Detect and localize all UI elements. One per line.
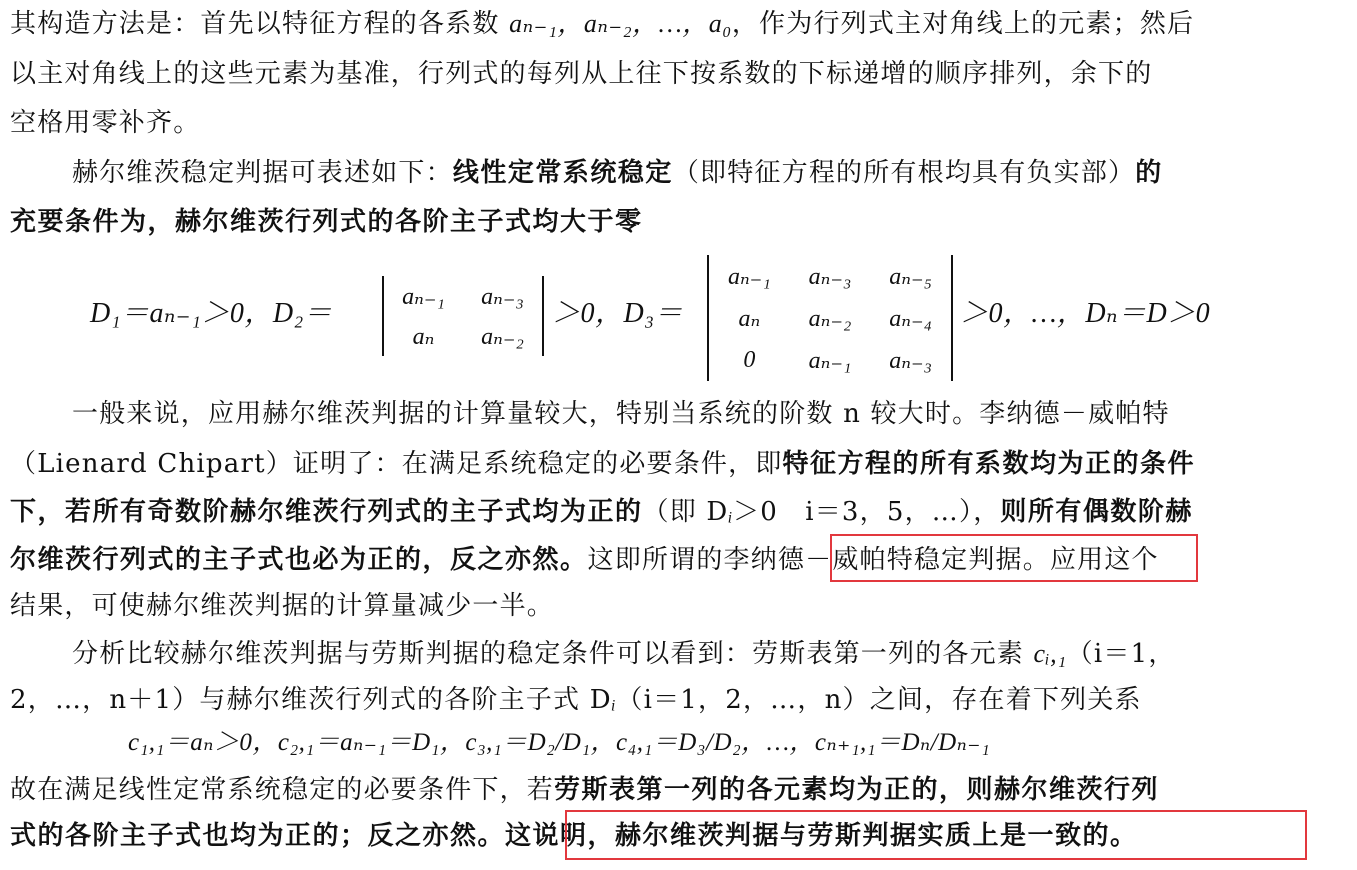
bold-text: 劳斯表第一列的各元素均为正的，则赫尔维茨行列 bbox=[554, 775, 1160, 805]
bold-text: 下，若所有奇数阶赫尔维茨行列式的主子式均为正的 bbox=[10, 497, 643, 527]
text-line-12 bbox=[10, 684, 1142, 716]
formula-d1-d2 bbox=[90, 298, 332, 330]
subscript: ᵢ bbox=[611, 685, 617, 714]
formula-text: ＞0，D₃＝ bbox=[552, 298, 683, 329]
text-segment: （Lienard Chipart）证明了：在满足系统稳定的必要条件，即 bbox=[10, 449, 783, 479]
bold-text: 式的各阶主子式也均为正的；反之亦然。 bbox=[10, 821, 506, 851]
criterion-name: 李纳德－威帕特稳定判据。 bbox=[723, 545, 1050, 575]
text-line-3 bbox=[10, 107, 200, 139]
text-segment: 应用这个 bbox=[1049, 545, 1159, 575]
subscript: ᵢ bbox=[728, 497, 734, 526]
matrix-entry: aₙ₋₅ bbox=[889, 263, 933, 290]
text-segment: 故在满足线性定常系统稳定的必要条件下，若 bbox=[10, 775, 555, 805]
matrix-entry: aₙ₋₁ bbox=[402, 283, 445, 310]
text-line-10 bbox=[10, 590, 554, 622]
matrix-entry: aₙ₋₂ bbox=[808, 305, 852, 332]
text-segment: 以主对角线上的这些元素为基准，行列式的每列从上往下按系数的下标递增的顺序排列，余下的 bbox=[10, 59, 1153, 89]
text-line-1 bbox=[10, 8, 1194, 40]
bold-text: 线性定常系统稳定 bbox=[452, 158, 673, 188]
text-segment: 结果，可使赫尔维茨判据的计算量减少一半。 bbox=[10, 591, 555, 621]
formula-text: D₁＝aₙ₋₁＞0，D₂＝ bbox=[90, 298, 333, 329]
formula-d3-label bbox=[552, 298, 683, 330]
text-segment: 一般来说，应用赫尔维茨判据的计算量较大，特别当系统的阶数 n 较大时。李纳德－威帕特 bbox=[72, 399, 1170, 429]
text-segment: 这即所谓的 bbox=[587, 545, 724, 575]
matrix-entry: aₙ₋₃ bbox=[889, 347, 933, 374]
text-segment: （即特征方程的所有根均具有负实部） bbox=[672, 158, 1136, 188]
text-line-2 bbox=[10, 58, 1152, 90]
matrix-entry: 0 bbox=[743, 346, 756, 373]
text-line-14 bbox=[10, 774, 1159, 806]
text-segment: （即 D bbox=[642, 497, 729, 527]
relation-formula: c₁,₁＝aₙ＞0，c₂,₁＝aₙ₋₁＝D₁，c₃,₁＝D₂/D₁，c₄,₁＝D₃/D₂，…，cₙ₊₁,₁＝Dₙ/Dₙ₋₁ bbox=[128, 729, 991, 756]
text-line-6 bbox=[72, 398, 1170, 430]
bold-text: 尔维茨行列式的主子式也必为正的，反之亦然。 bbox=[10, 545, 588, 575]
bold-text: 特征方程的所有系数均为正的条件 bbox=[782, 449, 1196, 479]
matrix-entry: aₙ₋₁ bbox=[808, 347, 852, 374]
matrix-entry: aₙ₋₄ bbox=[889, 305, 933, 332]
bold-text: 则所有偶数阶赫 bbox=[1000, 497, 1193, 527]
formula-text: ＞0，…，Dₙ＝D＞0 bbox=[960, 298, 1211, 329]
text-segment: ＞0 i＝3，5，…）， bbox=[733, 497, 1001, 527]
determinant-d2 bbox=[382, 276, 544, 356]
matrix-entry: aₙ₋₂ bbox=[481, 323, 524, 350]
text-segment: 分析比较赫尔维茨判据与劳斯判据的稳定条件可以看到：劳斯表第一列的各元素 bbox=[72, 639, 1034, 669]
text-segment: 其构造方法是：首先以特征方程的各系数 bbox=[10, 9, 510, 39]
relation-line bbox=[128, 726, 990, 759]
text-line-7 bbox=[10, 448, 1195, 480]
coefficient-list: aₙ₋₁，aₙ₋₂，…，a₀ bbox=[509, 9, 732, 38]
bold-text: 的 bbox=[1135, 158, 1163, 188]
matrix-entry: aₙ₋₁ bbox=[727, 263, 771, 290]
highlight-box-criterion bbox=[830, 534, 1198, 582]
bold-text: 充要条件为，赫尔维茨行列式的各阶主子式均大于零 bbox=[10, 207, 643, 237]
text-segment: （i＝1， bbox=[1066, 639, 1176, 669]
matrix-entry: aₙ₋₃ bbox=[481, 283, 524, 310]
formula-dn bbox=[960, 298, 1210, 330]
highlight-box-conclusion bbox=[565, 810, 1307, 860]
text-segment: 2，…，n＋1）与赫尔维茨行列式的各阶主子式 D bbox=[10, 685, 612, 715]
matrix-entry: aₙ bbox=[738, 305, 761, 332]
text-segment: ，作为行列式主对角线上的元素；然后 bbox=[731, 9, 1195, 39]
determinant-d3 bbox=[707, 255, 953, 381]
routh-element: cᵢ,₁ bbox=[1033, 639, 1067, 668]
conclusion-text: 这说明，赫尔维茨判据与劳斯判据实质上是一致的。 bbox=[505, 821, 1138, 851]
text-line-8 bbox=[10, 496, 1193, 528]
matrix-entry: aₙ bbox=[412, 323, 435, 350]
text-line-5 bbox=[10, 206, 643, 238]
text-segment: 空格用零补齐。 bbox=[10, 108, 201, 138]
text-line-11 bbox=[72, 638, 1176, 670]
text-segment: 赫尔维茨稳定判据可表述如下： bbox=[72, 158, 453, 188]
text-segment: （i＝1，2，…，n）之间，存在着下列关系 bbox=[616, 685, 1142, 715]
matrix-entry: aₙ₋₃ bbox=[808, 263, 852, 290]
text-line-4 bbox=[72, 157, 1163, 189]
